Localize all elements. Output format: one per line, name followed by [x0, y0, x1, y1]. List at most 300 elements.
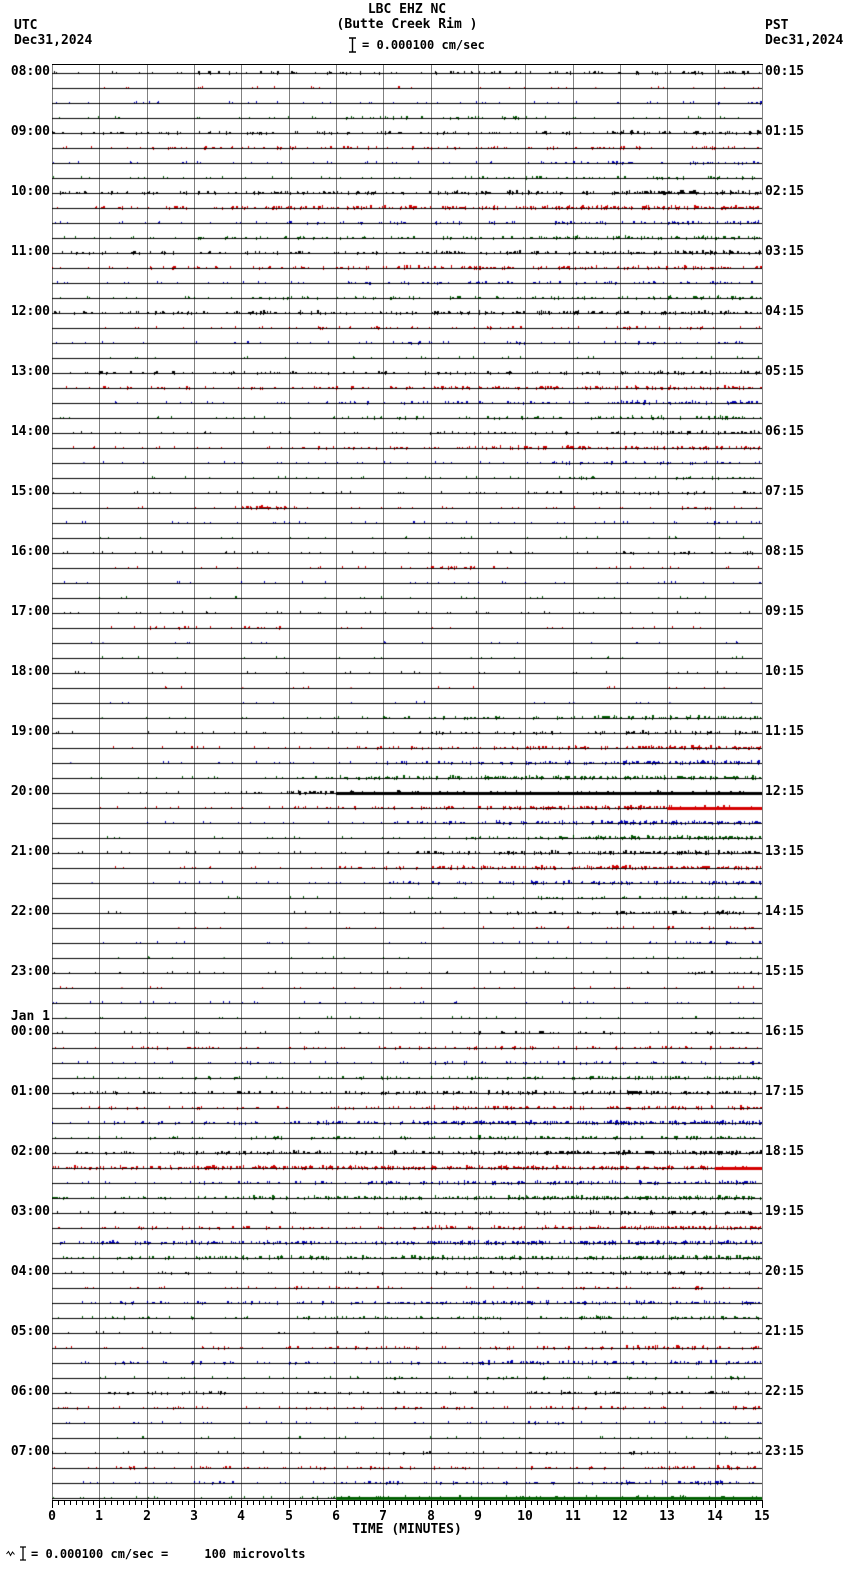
x-axis-tick-label: 1: [95, 1509, 103, 1524]
x-axis-minor-tick: [389, 1501, 390, 1505]
x-axis-minor-tick: [153, 1501, 154, 1505]
x-axis-minor-tick: [259, 1501, 260, 1505]
trace-row: [52, 410, 762, 425]
trace-canvas: [52, 1385, 762, 1400]
trace-row: [52, 1220, 762, 1235]
trace-row: [52, 65, 762, 80]
x-axis-minor-tick: [602, 1501, 603, 1505]
trace-canvas: [52, 920, 762, 935]
x-axis-minor-tick: [596, 1501, 597, 1505]
x-axis-major-tick: [194, 1501, 195, 1508]
x-axis-minor-tick: [295, 1501, 296, 1505]
trace-row: [52, 680, 762, 695]
trace-canvas: [52, 875, 762, 890]
trace-row: [52, 350, 762, 365]
trace-row: [52, 1145, 762, 1160]
trace-canvas: [52, 1205, 762, 1220]
trace-row: [52, 905, 762, 920]
trace-canvas: [52, 800, 762, 815]
trace-canvas: [52, 815, 762, 830]
trace-canvas: [52, 1280, 762, 1295]
trace-canvas: [52, 110, 762, 125]
x-axis-tick-label: 2: [143, 1509, 151, 1524]
x-axis-minor-tick: [212, 1501, 213, 1505]
x-axis-minor-tick: [354, 1501, 355, 1505]
trace-row: [52, 1025, 762, 1040]
trace-canvas: [52, 365, 762, 380]
trace-canvas: [52, 560, 762, 575]
x-axis-major-tick: [573, 1501, 574, 1508]
x-axis-minor-tick: [561, 1501, 562, 1505]
pst-hour-label: 23:15: [765, 1444, 805, 1459]
pst-hour-label: 16:15: [765, 1024, 805, 1039]
x-axis-minor-tick: [519, 1501, 520, 1505]
x-axis-minor-tick: [756, 1501, 757, 1505]
x-axis-minor-tick: [372, 1501, 373, 1505]
station-title: LBC EHZ NC: [367, 2, 447, 17]
trace-canvas: [52, 950, 762, 965]
trace-row: [52, 950, 762, 965]
trace-canvas: [52, 320, 762, 335]
x-axis-minor-tick: [247, 1501, 248, 1505]
trace-row: [52, 1325, 762, 1340]
x-axis-tick-label: 14: [707, 1509, 723, 1524]
trace-row: [52, 1235, 762, 1250]
trace-canvas: [52, 1085, 762, 1100]
x-axis-minor-tick: [218, 1501, 219, 1505]
right-timezone-label: PST: [765, 18, 789, 33]
trace-canvas: [52, 905, 762, 920]
trace-row: [52, 1430, 762, 1445]
trace-canvas: [52, 1235, 762, 1250]
x-axis-minor-tick: [224, 1501, 225, 1505]
utc-hour-label: 08:00: [10, 64, 50, 79]
trace-canvas: [52, 530, 762, 545]
x-axis-minor-tick: [531, 1501, 532, 1505]
x-axis-minor-tick: [502, 1501, 503, 1505]
utc-hour-label: 23:00: [10, 964, 50, 979]
trace-row: [52, 1085, 762, 1100]
pst-hour-label: 15:15: [765, 964, 805, 979]
x-axis-minor-tick: [585, 1501, 586, 1505]
x-axis-minor-tick: [235, 1501, 236, 1505]
trace-row: [52, 395, 762, 410]
x-axis-major-tick: [336, 1501, 337, 1508]
x-axis-tick-label: 11: [565, 1509, 581, 1524]
x-axis-minor-tick: [76, 1501, 77, 1505]
trace-row: [52, 530, 762, 545]
x-axis-minor-tick: [82, 1501, 83, 1505]
trace-row: [52, 1265, 762, 1280]
grid-line-minute: [762, 65, 763, 1501]
x-axis-minor-tick: [460, 1501, 461, 1505]
x-axis-major-tick: [241, 1501, 242, 1508]
amplitude-scale: [348, 37, 485, 53]
trace-canvas: [52, 185, 762, 200]
trace-row: [52, 125, 762, 140]
x-axis-minor-tick: [188, 1501, 189, 1505]
x-axis-minor-tick: [170, 1501, 171, 1505]
trace-canvas: [52, 680, 762, 695]
pst-hour-label: 02:15: [765, 184, 805, 199]
trace-row: [52, 890, 762, 905]
trace-canvas: [52, 1430, 762, 1445]
x-axis-minor-tick: [555, 1501, 556, 1505]
x-axis-minor-tick: [206, 1501, 207, 1505]
trace-row: [52, 965, 762, 980]
x-axis-major-tick: [99, 1501, 100, 1508]
trace-row: [52, 605, 762, 620]
trace-canvas: [52, 1220, 762, 1235]
pst-hour-label: 11:15: [765, 724, 805, 739]
trace-canvas: [52, 995, 762, 1010]
x-axis-minor-tick: [650, 1501, 651, 1505]
trace-row: [52, 815, 762, 830]
x-axis-major-tick: [620, 1501, 621, 1508]
x-axis-tick-label: 6: [332, 1509, 340, 1524]
trace-row: [52, 1370, 762, 1385]
trace-row: [52, 110, 762, 125]
x-axis-minor-tick: [306, 1501, 307, 1505]
trace-row: [52, 1310, 762, 1325]
trace-canvas: [52, 290, 762, 305]
x-axis-major-tick: [52, 1501, 53, 1508]
trace-row: [52, 320, 762, 335]
trace-row: [52, 710, 762, 725]
x-axis-tick-label: 13: [659, 1509, 675, 1524]
trace-row: [52, 785, 762, 800]
x-axis-minor-tick: [401, 1501, 402, 1505]
scale-bar-icon: [348, 37, 357, 53]
utc-hour-label: 18:00: [10, 664, 50, 679]
trace-row: [52, 1115, 762, 1130]
trace-row: [52, 245, 762, 260]
x-axis-minor-tick: [709, 1501, 710, 1505]
x-axis-tick-label: 5: [285, 1509, 293, 1524]
x-axis-minor-tick: [419, 1501, 420, 1505]
x-axis-tick-label: 7: [379, 1509, 387, 1524]
trace-row: [52, 200, 762, 215]
trace-canvas: [52, 260, 762, 275]
x-axis-minor-tick: [342, 1501, 343, 1505]
x-axis-major-tick: [289, 1501, 290, 1508]
squiggle-icon: [6, 1550, 15, 1557]
trace-canvas: [52, 410, 762, 425]
station-subtitle: (Butte Creek Rim ): [336, 17, 478, 32]
x-axis-minor-tick: [271, 1501, 272, 1505]
trace-row: [52, 140, 762, 155]
x-axis-major-tick: [715, 1501, 716, 1508]
x-axis-minor-tick: [123, 1501, 124, 1505]
trace-canvas: [52, 230, 762, 245]
x-axis-major-tick: [431, 1501, 432, 1508]
trace-canvas: [52, 440, 762, 455]
trace-row: [52, 1460, 762, 1475]
trace-canvas: [52, 860, 762, 875]
pst-hour-label: 18:15: [765, 1144, 805, 1159]
x-axis-major-tick: [667, 1501, 668, 1508]
trace-canvas: [52, 1250, 762, 1265]
trace-canvas: [52, 95, 762, 110]
pst-hour-label: 12:15: [765, 784, 805, 799]
trace-canvas: [52, 605, 762, 620]
utc-hour-label: 05:00: [10, 1324, 50, 1339]
utc-hour-label: 02:00: [10, 1144, 50, 1159]
x-axis-title: TIME (MINUTES): [352, 1522, 462, 1537]
x-axis-minor-tick: [732, 1501, 733, 1505]
trace-canvas: [52, 140, 762, 155]
x-axis-minor-tick: [496, 1501, 497, 1505]
trace-row: [52, 230, 762, 245]
trace-row: [52, 365, 762, 380]
pst-hour-label: 22:15: [765, 1384, 805, 1399]
utc-hour-label: 03:00: [10, 1204, 50, 1219]
utc-hour-label: 07:00: [10, 1444, 50, 1459]
amplitude-scale-label: = 0.000100 cm/sec: [362, 38, 485, 52]
trace-row: [52, 995, 762, 1010]
x-axis-minor-tick: [407, 1501, 408, 1505]
trace-canvas: [52, 590, 762, 605]
trace-row: [52, 1295, 762, 1310]
trace-canvas: [52, 380, 762, 395]
x-axis-minor-tick: [750, 1501, 751, 1505]
trace-canvas: [52, 1310, 762, 1325]
trace-canvas: [52, 1130, 762, 1145]
trace-canvas: [52, 695, 762, 710]
left-date-label: Dec31,2024: [14, 33, 93, 48]
utc-hour-label: 10:00: [10, 184, 50, 199]
trace-canvas: [52, 1295, 762, 1310]
pst-hour-label: 01:15: [765, 124, 805, 139]
x-axis-minor-tick: [514, 1501, 515, 1505]
x-axis-minor-tick: [200, 1501, 201, 1505]
x-axis-minor-tick: [443, 1501, 444, 1505]
right-date-label: Dec31,2024: [765, 33, 844, 48]
utc-hour-label: 22:00: [10, 904, 50, 919]
trace-row: [52, 1010, 762, 1025]
x-axis-minor-tick: [614, 1501, 615, 1505]
trace-row: [52, 665, 762, 680]
x-axis-minor-tick: [508, 1501, 509, 1505]
x-axis-minor-tick: [644, 1501, 645, 1505]
x-axis-minor-tick: [413, 1501, 414, 1505]
trace-canvas: [52, 1460, 762, 1475]
pst-hour-label: 13:15: [765, 844, 805, 859]
pst-hour-label: 10:15: [765, 664, 805, 679]
trace-row: [52, 590, 762, 605]
pst-hour-label: 14:15: [765, 904, 805, 919]
x-axis-minor-tick: [111, 1501, 112, 1505]
trace-canvas: [52, 725, 762, 740]
pst-hour-label: 05:15: [765, 364, 805, 379]
x-axis-minor-tick: [58, 1501, 59, 1505]
trace-canvas: [52, 155, 762, 170]
trace-canvas: [52, 1100, 762, 1115]
utc-hour-label: 17:00: [10, 604, 50, 619]
trace-row: [52, 1190, 762, 1205]
x-axis-minor-tick: [117, 1501, 118, 1505]
utc-hour-label: 13:00: [10, 364, 50, 379]
trace-row: [52, 980, 762, 995]
x-axis-minor-tick: [253, 1501, 254, 1505]
trace-canvas: [52, 500, 762, 515]
x-axis-minor-tick: [277, 1501, 278, 1505]
trace-canvas: [52, 740, 762, 755]
trace-row: [52, 1340, 762, 1355]
x-axis-minor-tick: [283, 1501, 284, 1505]
x-axis-minor-tick: [673, 1501, 674, 1505]
x-axis-minor-tick: [744, 1501, 745, 1505]
trace-row: [52, 95, 762, 110]
trace-canvas: [52, 1175, 762, 1190]
trace-canvas: [52, 275, 762, 290]
x-axis-minor-tick: [182, 1501, 183, 1505]
trace-canvas: [52, 935, 762, 950]
trace-row: [52, 560, 762, 575]
x-axis-minor-tick: [88, 1501, 89, 1505]
trace-row: [52, 695, 762, 710]
trace-row: [52, 740, 762, 755]
trace-canvas: [52, 395, 762, 410]
trace-canvas: [52, 425, 762, 440]
trace-row: [52, 770, 762, 785]
trace-canvas: [52, 1040, 762, 1055]
trace-row: [52, 1385, 762, 1400]
utc-hour-label: 14:00: [10, 424, 50, 439]
trace-row: [52, 845, 762, 860]
x-axis-tick-label: 3: [190, 1509, 198, 1524]
x-axis-minor-tick: [697, 1501, 698, 1505]
x-axis-minor-tick: [164, 1501, 165, 1505]
x-axis-minor-tick: [230, 1501, 231, 1505]
trace-canvas: [52, 485, 762, 500]
trace-canvas: [52, 965, 762, 980]
trace-row: [52, 875, 762, 890]
trace-row: [52, 1475, 762, 1490]
trace-canvas: [52, 1475, 762, 1490]
x-axis-minor-tick: [425, 1501, 426, 1505]
trace-canvas: [52, 1160, 762, 1175]
trace-row: [52, 275, 762, 290]
x-axis-minor-tick: [105, 1501, 106, 1505]
trace-row: [52, 170, 762, 185]
trace-row: [52, 1445, 762, 1460]
x-axis-minor-tick: [330, 1501, 331, 1505]
x-axis-minor-tick: [141, 1501, 142, 1505]
trace-row: [52, 425, 762, 440]
trace-row: [52, 440, 762, 455]
utc-hour-label: 16:00: [10, 544, 50, 559]
x-axis-tick-label: 12: [612, 1509, 628, 1524]
trace-row: [52, 830, 762, 845]
pst-hour-label: 06:15: [765, 424, 805, 439]
trace-row: [52, 1205, 762, 1220]
trace-row: [52, 800, 762, 815]
utc-hour-label: 21:00: [10, 844, 50, 859]
x-axis-minor-tick: [727, 1501, 728, 1505]
trace-canvas: [52, 245, 762, 260]
x-axis-tick-label: 4: [237, 1509, 245, 1524]
trace-row: [52, 80, 762, 95]
trace-canvas: [52, 1415, 762, 1430]
utc-date-rollover-label: Jan 1: [10, 1009, 50, 1024]
trace-canvas: [52, 1025, 762, 1040]
x-axis-major-tick: [147, 1501, 148, 1508]
x-axis-minor-tick: [626, 1501, 627, 1505]
left-timezone-label: UTC: [14, 18, 38, 33]
trace-row: [52, 515, 762, 530]
x-axis-minor-tick: [567, 1501, 568, 1505]
trace-row: [52, 155, 762, 170]
trace-canvas: [52, 455, 762, 470]
trace-row: [52, 860, 762, 875]
trace-row: [52, 260, 762, 275]
x-axis-tick-label: 15: [754, 1509, 770, 1524]
trace-canvas: [52, 1265, 762, 1280]
x-axis-minor-tick: [366, 1501, 367, 1505]
pst-hour-label: 07:15: [765, 484, 805, 499]
x-axis-minor-tick: [703, 1501, 704, 1505]
trace-row: [52, 1175, 762, 1190]
x-axis-minor-tick: [129, 1501, 130, 1505]
x-axis-minor-tick: [448, 1501, 449, 1505]
trace-row: [52, 215, 762, 230]
trace-row: [52, 290, 762, 305]
trace-row: [52, 305, 762, 320]
x-axis-minor-tick: [549, 1501, 550, 1505]
x-axis-minor-tick: [721, 1501, 722, 1505]
trace-canvas: [52, 1190, 762, 1205]
x-axis-major-tick: [383, 1501, 384, 1508]
trace-canvas: [52, 845, 762, 860]
pst-hour-label: 20:15: [765, 1264, 805, 1279]
trace-row: [52, 545, 762, 560]
trace-canvas: [52, 620, 762, 635]
pst-hour-label: 21:15: [765, 1324, 805, 1339]
trace-canvas: [52, 125, 762, 140]
x-axis-minor-tick: [454, 1501, 455, 1505]
x-axis-minor-tick: [135, 1501, 136, 1505]
trace-canvas: [52, 545, 762, 560]
x-axis-minor-tick: [70, 1501, 71, 1505]
trace-row: [52, 185, 762, 200]
trace-canvas: [52, 80, 762, 95]
trace-row: [52, 1400, 762, 1415]
trace-canvas: [52, 1340, 762, 1355]
x-axis-minor-tick: [64, 1501, 65, 1505]
x-axis-minor-tick: [312, 1501, 313, 1505]
trace-canvas: [52, 215, 762, 230]
trace-canvas: [52, 1400, 762, 1415]
trace-row: [52, 1040, 762, 1055]
trace-canvas: [52, 65, 762, 80]
trace-row: [52, 620, 762, 635]
trace-row: [52, 1280, 762, 1295]
x-axis-minor-tick: [543, 1501, 544, 1505]
utc-hour-label: 12:00: [10, 304, 50, 319]
trace-canvas: [52, 1145, 762, 1160]
x-axis-minor-tick: [348, 1501, 349, 1505]
trace-canvas: [52, 710, 762, 725]
trace-canvas: [52, 665, 762, 680]
x-axis-minor-tick: [265, 1501, 266, 1505]
trace-row: [52, 1415, 762, 1430]
pst-hour-label: 08:15: [765, 544, 805, 559]
trace-canvas: [52, 200, 762, 215]
scale-footnote-text: = 0.000100 cm/sec = 100 microvolts: [31, 1546, 306, 1561]
utc-hour-label: 01:00: [10, 1084, 50, 1099]
trace-row: [52, 1100, 762, 1115]
